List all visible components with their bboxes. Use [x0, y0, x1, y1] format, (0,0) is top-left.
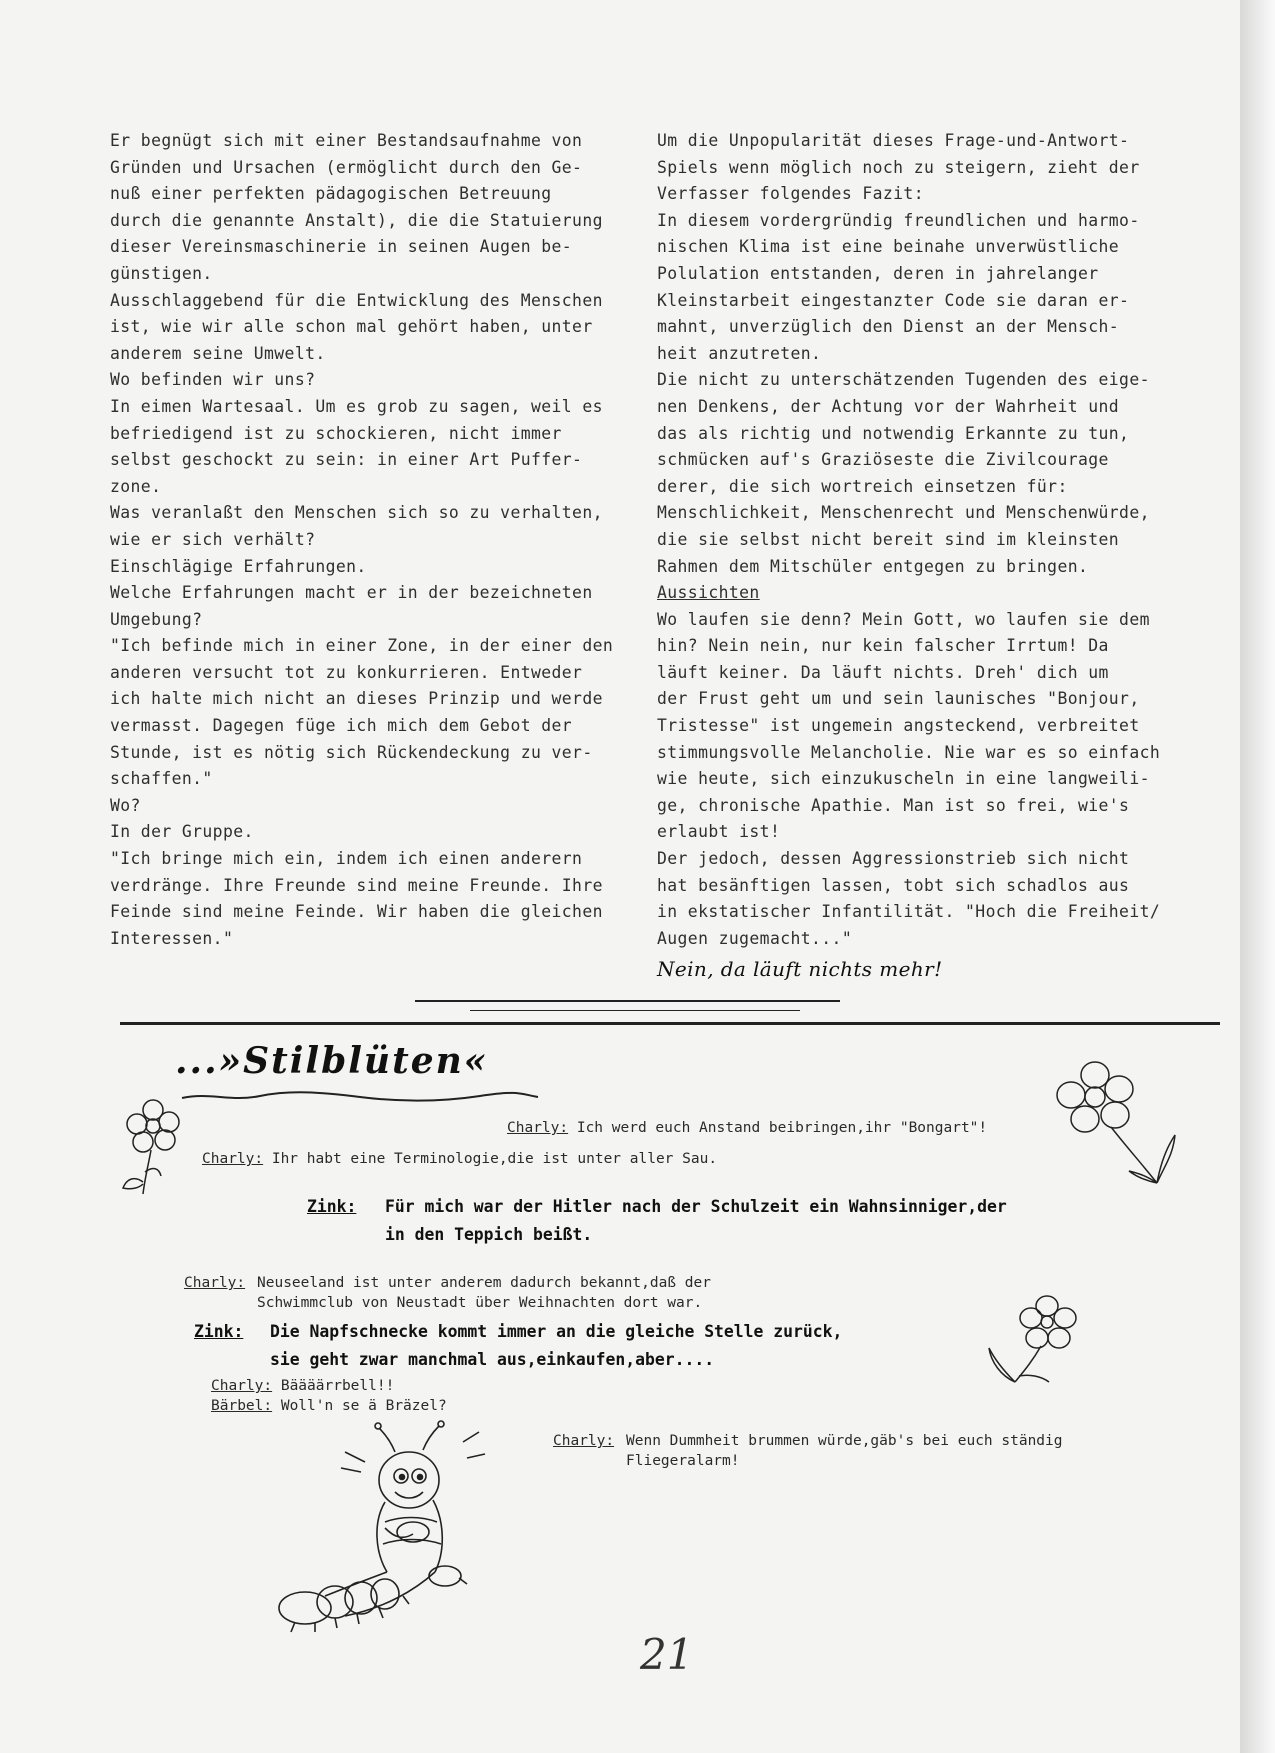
- text-line: Rahmen dem Mitschüler entgegen zu bringen.: [657, 556, 1089, 576]
- text-line: heit anzutreten.: [657, 343, 822, 363]
- text-line: erlaubt ist!: [657, 822, 781, 842]
- quote-text: in den Teppich beißt.: [385, 1225, 593, 1244]
- text-line: mahnt, unverzüglich den Dienst an der Mensch-: [657, 317, 1120, 337]
- text-line: Gründen und Ursachen (ermöglicht durch den Ge-: [110, 157, 583, 177]
- text-line: selbst geschockt zu sein: in einer Art Puffer-: [110, 450, 583, 470]
- quote-text: Woll'n se ä Bräzel?: [280, 1398, 447, 1414]
- speaker-label: Charly:: [202, 1151, 264, 1167]
- quote-zink-hitler: [307, 1193, 1007, 1249]
- text-line: Verfasser folgendes Fazit:: [657, 184, 924, 204]
- quote-charly-neuseeland: [184, 1273, 711, 1313]
- quote-text: Bäääärrbell!!: [280, 1378, 395, 1394]
- quote-text: Fliegeralarm!: [626, 1453, 740, 1469]
- stilblueten-title: ...»Stilblüten«: [175, 1040, 489, 1082]
- text-line: Der jedoch, dessen Aggressionstrieb sich nicht: [657, 849, 1130, 869]
- text-line: In eimen Wartesaal. Um es grob zu sagen, weil es: [110, 396, 603, 416]
- divider-long: [120, 1022, 1220, 1025]
- text-line: Tristesse" ist ungemein angsteckend, verbreitet: [657, 716, 1140, 736]
- text-line: Stunde, ist es nötig sich Rückendeckung zu ver-: [110, 742, 593, 762]
- text-line: die sie selbst nicht bereit sind im kleinsten: [657, 529, 1120, 549]
- speaker-label: Zink:: [194, 1322, 244, 1341]
- text-line: In diesem vordergründig freundlichen und harmo-: [657, 210, 1140, 230]
- text-line: vermasst. Dagegen füge ich mich dem Gebot der: [110, 716, 573, 736]
- quote-charly-dummheit: [553, 1431, 1063, 1471]
- flower-doodle-middle-icon: [985, 1290, 1095, 1390]
- text-line: zone.: [110, 476, 162, 496]
- quote-charly-anstand: [507, 1118, 987, 1138]
- text-line: Umgebung?: [110, 609, 203, 629]
- speaker-label: Charly:: [211, 1378, 273, 1394]
- quote-text: Wenn Dummheit brummen würde,gäb's bei euch ständig: [626, 1433, 1063, 1449]
- text-line: Menschlichkeit, Menschenrecht und Menschenwürde,: [657, 503, 1150, 523]
- quote-text: Schwimmclub von Neustadt über Weihnachten dort war.: [257, 1295, 703, 1311]
- quote-text: Neuseeland ist unter anderem dadurch bekannt,daß der: [257, 1275, 711, 1291]
- text-line: Wo laufen sie denn? Mein Gott, wo laufen sie dem: [657, 609, 1150, 629]
- text-line: Interessen.": [110, 928, 234, 948]
- text-line: hin? Nein nein, nur kein falscher Irrtum! Da: [657, 636, 1109, 656]
- text-line: nischen Klima ist eine beinahe unverwüstliche: [657, 237, 1120, 257]
- text-line: In der Gruppe.: [110, 822, 254, 842]
- text-line: verdränge. Ihre Freunde sind meine Freunde. Ihre: [110, 875, 603, 895]
- text-line: dieser Vereinsmaschinerie in seinen Augen be-: [110, 237, 573, 257]
- quote-charly-baerbell: [211, 1376, 394, 1396]
- text-line: befriedigend ist zu schockieren, nicht immer: [110, 423, 562, 443]
- text-line: Spiels wenn möglich noch zu steigern, zieht der: [657, 157, 1140, 177]
- text-line: Einschlägige Erfahrungen.: [110, 556, 367, 576]
- page-number: 21: [640, 1630, 694, 1679]
- text-line: anderem seine Umwelt.: [110, 343, 326, 363]
- text-line: schaffen.": [110, 769, 213, 789]
- text-line: Feinde sind meine Feinde. Wir haben die gleichen: [110, 902, 603, 922]
- text-line: ich halte mich nicht an dieses Prinzip und werde: [110, 689, 603, 709]
- quote-text: Für mich war der Hitler nach der Schulzeit ein Wahnsinniger,der: [385, 1197, 1007, 1216]
- text-line: nuß einer perfekten pädagogischen Betreuung: [110, 184, 552, 204]
- quote-zink-napfschnecke: [194, 1318, 842, 1374]
- quote-text: sie geht zwar manchmal aus,einkaufen,aber....: [270, 1350, 715, 1369]
- text-line: "Ich befinde mich in einer Zone, in der einer den: [110, 636, 614, 656]
- text-line: derer, die sich wortreich einsetzen für:: [657, 476, 1068, 496]
- aussichten-heading: Aussichten: [657, 583, 760, 603]
- speaker-label: Charly:: [507, 1120, 569, 1136]
- text-line: Welche Erfahrungen macht er in der bezeichneten: [110, 583, 593, 603]
- quote-text: Ihr habt eine Terminologie,die ist unter aller Sau.: [271, 1151, 718, 1167]
- right-column: [657, 128, 1197, 983]
- text-line: Augen zugemacht...": [657, 928, 853, 948]
- speaker-label: Charly:: [553, 1433, 615, 1449]
- caterpillar-drawing-icon: [245, 1412, 515, 1642]
- speaker-label: Bärbel:: [211, 1398, 273, 1414]
- speaker-label: Zink:: [307, 1197, 357, 1216]
- text-line: der Frust geht um und sein launisches "Bonjour,: [657, 689, 1140, 709]
- text-line: Wo befinden wir uns?: [110, 370, 316, 390]
- text-line: günstigen.: [110, 263, 213, 283]
- text-line: läuft keiner. Da läuft nichts. Dreh' dich um: [657, 662, 1109, 682]
- divider-short-bottom: [470, 1010, 800, 1011]
- text-line: Er begnügt sich mit einer Bestandsaufnahme von: [110, 131, 583, 150]
- title-squiggle: [180, 1090, 540, 1104]
- text-line: hat besänftigen lassen, tobt sich schadlos aus: [657, 875, 1130, 895]
- text-line: wie er sich verhält?: [110, 529, 316, 549]
- quote-text: Ich werd euch Anstand beibringen,ihr "Bongart"!: [576, 1120, 988, 1136]
- speaker-label: Charly:: [184, 1275, 246, 1291]
- text-line: ist, wie wir alle schon mal gehört haben, unter: [110, 317, 593, 337]
- text-line: anderen versucht tot zu konkurrieren. Entweder: [110, 662, 583, 682]
- left-column: [110, 128, 650, 952]
- text-line: wie heute, sich einzukuscheln in eine langweili-: [657, 769, 1150, 789]
- text-line: Wo?: [110, 795, 141, 815]
- text-line: Was veranlaßt den Menschen sich so zu verhalten,: [110, 503, 603, 523]
- text-line: Die nicht zu unterschätzenden Tugenden des eige-: [657, 370, 1150, 390]
- handwritten-note: Nein, da läuft nichts mehr!: [657, 957, 943, 982]
- flower-doodle-left-icon: [115, 1092, 195, 1202]
- text-line: in ekstatischer Infantilität. "Hoch die Freiheit/: [657, 902, 1161, 922]
- text-line: Ausschlaggebend für die Entwicklung des Menschen: [110, 290, 603, 310]
- text-line: Um die Unpopularität dieses Frage-und-Antwort-: [657, 131, 1130, 150]
- text-line: nen Denkens, der Achtung vor der Wahrheit und: [657, 396, 1120, 416]
- flower-doodle-right-icon: [1045, 1055, 1185, 1190]
- text-line: ge, chronische Apathie. Man ist so frei, wie's: [657, 795, 1130, 815]
- text-line: stimmungsvolle Melancholie. Nie war es so einfach: [657, 742, 1161, 762]
- quote-text: Die Napfschnecke kommt immer an die gleiche Stelle zurück,: [270, 1322, 843, 1341]
- text-line: das als richtig und notwendig Erkannte zu tun,: [657, 423, 1130, 443]
- text-line: durch die genannte Anstalt), die die Statuierung: [110, 210, 603, 230]
- text-line: Polulation entstanden, deren in jahrelanger: [657, 263, 1099, 283]
- text-line: schmücken auf's Graziöseste die Zivilcourage: [657, 450, 1109, 470]
- quote-charly-terminologie: [202, 1149, 717, 1169]
- page-edge-shadow: [1240, 0, 1275, 1753]
- divider-short-top: [415, 1000, 840, 1002]
- text-line: "Ich bringe mich ein, indem ich einen anderern: [110, 849, 583, 869]
- text-line: Kleinstarbeit eingestanzter Code sie daran er-: [657, 290, 1130, 310]
